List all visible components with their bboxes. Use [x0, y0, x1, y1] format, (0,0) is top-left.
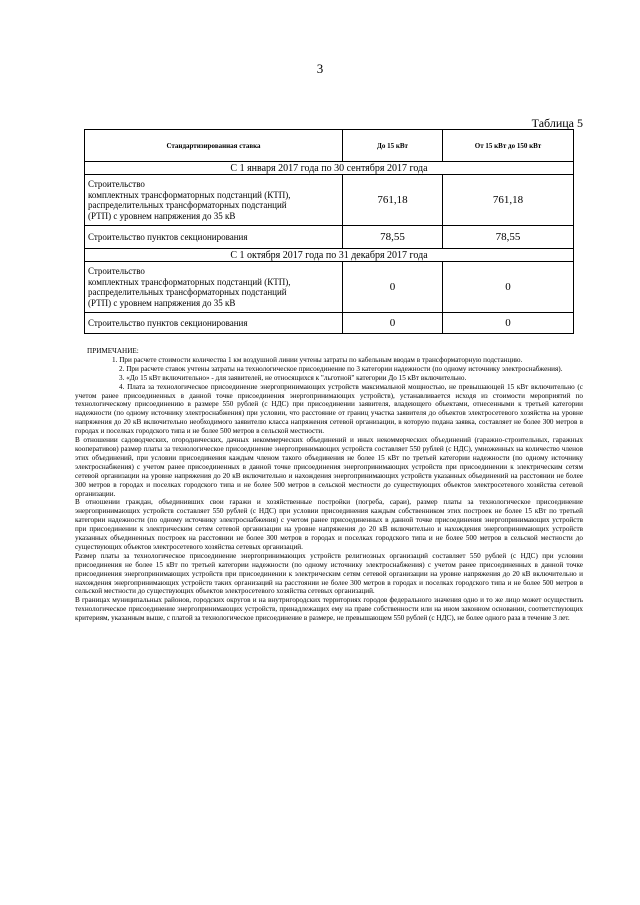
row-value-15-150: 0	[443, 262, 574, 313]
table-row	[85, 175, 574, 226]
period-row	[85, 162, 574, 175]
row-value-upto-15: 0	[343, 262, 443, 313]
row-value-15-150: 0	[443, 313, 574, 334]
paragraph-garages: В отношении граждан, объединивших свои гаражи и хозяйственные постройки (погреба, сараи), размер платы за технологическое присоединение энергопринимающих устройств составляет 550 рублей (с НДС) при условии присоединения каждым собственником этих построек не более 15 кВт по третьей категории надежности (по одному источнику электроснабжения) с учетом ранее присоединенных в данной точке присоединения энергопринимающих устройств при присоединении к электрическим сетям сетевой организации на уровне напряжения до 20 кВ включительно и нахождения энергопринимающих устройств указанных объединенных построек на расстоянии не более 300 метров в городах и поселках городского типа и не более 500 метров в сельской местности до существующих объектов электросетевого хозяйства сетевых организаций.	[75, 498, 583, 551]
paragraph-municipal: В границах муниципальных районов, городских округов и на внутригородских территориях городов федерального значения одно и то же лицо может осуществить технологическое присоединение энергопринимающих устройств, принадлежащих ему на праве собственности или на ином законном основании, соответствующих критериям, указанным выше, с платой за технологическое присоединение в размере, не превышающем 550 рублей (с НДС), не более одного раза в течение 3 лет.	[75, 596, 583, 623]
period-label: С 1 октября 2017 года по 31 декабря 2017 года	[85, 249, 574, 262]
table-row	[85, 262, 574, 313]
notes-title: ПРИМЕЧАНИЕ:	[87, 347, 139, 355]
row-name: Строительство комплектных трансформаторных подстанций (КТП), распределительных трансформаторных подстанций (РТП) с уровнем напряжения до 35 кВ	[85, 175, 343, 226]
row-value-upto-15: 761,18	[343, 175, 443, 226]
notes-section	[75, 347, 583, 623]
period-label: С 1 января 2017 года по 30 сентября 2017 года	[85, 162, 574, 175]
row-value-15-150: 761,18	[443, 175, 574, 226]
paragraph-religious: Размер платы за технологическое присоединение энергопринимающих устройств религиозных организаций составляет 550 рублей (с НДС) при условии присоединения не более 15 кВт по третьей категории надежности (по одному источнику электроснабжения) с учетом ранее присоединенных в данной точке присоединения энергопринимающих устройств при присоединении к электрическим сетям сетевой организации на уровне напряжения до 20 кВ включительно и нахождения энергопринимающих устройств таких организаций на расстоянии не более 300 метров в городах и поселках городского типа и не более 500 метров в сельской местности до существующих объектов электросетевого хозяйства сетевых организаций.	[75, 551, 583, 596]
note-2: 2. При расчете ставок учтены затраты на технологическое присоединение по 3 категории надежности (по одному источнику электроснабжения).	[119, 364, 563, 373]
tariff-table	[84, 129, 574, 334]
table-header-row	[85, 130, 574, 162]
row-name: Строительство комплектных трансформаторных подстанций (КТП), распределительных трансформаторных подстанций (РТП) с уровнем напряжения до 35 кВ	[85, 262, 343, 313]
paragraph-gardening: В отношении садоводческих, огороднических, дачных некоммерческих объединений и иных некоммерческих объединений (гаражно-строительных, гаражных кооперативов) размер платы за технологическое присоединение энергопринимающих устройств составляет 550 рублей (с НДС), умноженных на количество членов этих объединений, при условии присоединения каждым членом такого объединения не более 15 кВт по третьей категории надежности (по одному источнику электроснабжения) с учетом ранее присоединенных в данной точке присоединения энергопринимающих устройств при присоединении к электрическим сетям сетевой организации на уровне напряжения до 20 кВ включительно и нахождения энергопринимающих устройств указанных объединений на расстоянии не более 300 метров в городах и поселках городского типа и не более 500 метров в сельской местности до существующих объектов электросетевого хозяйства сетевой организации.	[75, 436, 583, 498]
table-caption: Таблица 5	[531, 116, 583, 130]
header-15-150: От 15 кВт до 150 кВт	[443, 130, 574, 162]
row-name: Строительство пунктов секционирования	[85, 226, 343, 249]
note-3: 3. «До 15 кВт включительно» - для заявителей, не относящихся к "льготной" категории До 15 кВт включительно.	[119, 373, 467, 382]
row-value-15-150: 78,55	[443, 226, 574, 249]
period-row	[85, 249, 574, 262]
header-upto-15: До 15 кВт	[343, 130, 443, 162]
note-4: 4. Плата за технологическое присоединение энергопринимающих устройств максимальной мощностью, не превышающей 15 кВт включительно (с учетом ранее присоединенных в данной точке присоединения энергопринимающих устройств), устанавливается исходя из стоимости мероприятий по технологическому присоединению в размере 550 рублей (с НДС) при присоединении заявителя, владеющего объектами, отнесенными к третьей категории надежности (по одному источнику электроснабжения) при условии, что расстояние от границ участка заявителя до объектов электросетевого хозяйства на уровне напряжения до 20 кВ включительно необходимого заявителю класса напряжения сетевой организации, в которую подана заявка, составляет не более 300 метров в городах и поселках городского типа и не более 500 метров в сельской местности.	[75, 382, 583, 436]
table-row	[85, 313, 574, 334]
row-name: Строительство пунктов секционирования	[85, 313, 343, 334]
note-1: 1. При расчете стоимости количества 1 км воздушной линии учтены затраты по кабельным вводам в трансформаторную подстанцию.	[112, 355, 523, 364]
table-row	[85, 226, 574, 249]
row-value-upto-15: 0	[343, 313, 443, 334]
header-rate: Стандартизированная ставка	[85, 130, 343, 162]
row-value-upto-15: 78,55	[343, 226, 443, 249]
page-number: 3	[316, 61, 324, 76]
